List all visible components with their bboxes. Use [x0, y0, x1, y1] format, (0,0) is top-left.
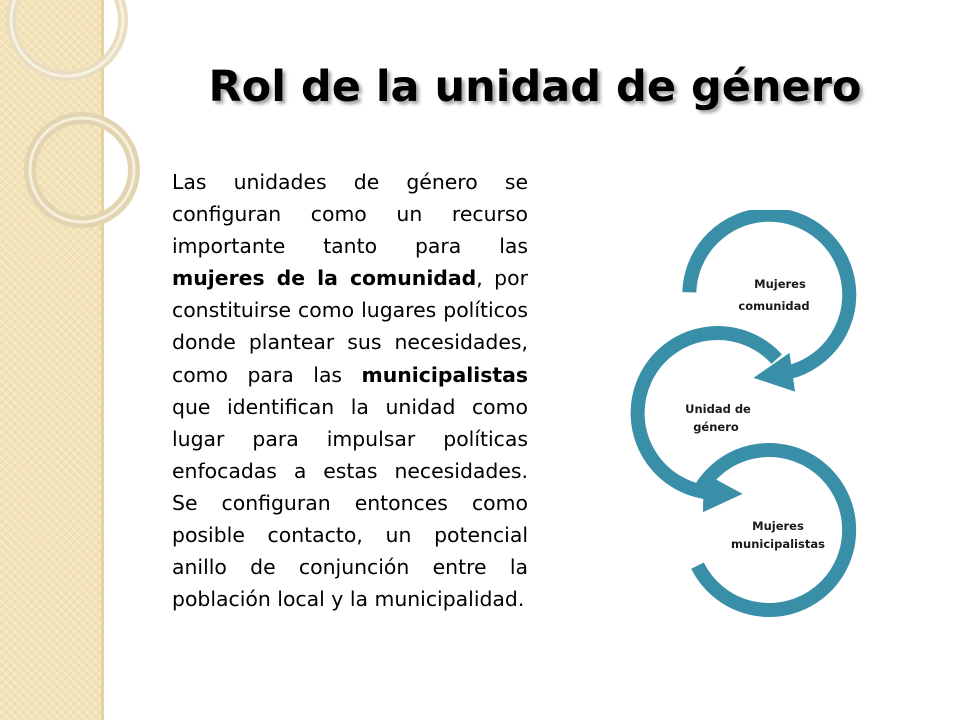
cycle-diagram: [620, 210, 880, 620]
body-bold-mujeres-comunidad: mujeres de la comunidad: [172, 266, 477, 291]
body-bold-municipalistas: municipalistas: [361, 362, 528, 387]
body-text-part: Las unidades de género se configuran como un recurso importante tanto para las: [172, 170, 528, 259]
body-text-part: que identifican la unidad como lugar para impulsar políticas enfocadas a estas necesidades. Se configuran entonces como posible contacto, un potencial anillo de conjunción entre la población local y la municipalidad.: [172, 394, 528, 612]
slide-title: Rol de la unidad de género: [208, 62, 862, 112]
ring-mujeres-municipalistas: [698, 450, 850, 610]
body-paragraph: [172, 166, 528, 615]
node-label-municipalistas: municipalistas: [731, 537, 825, 551]
node-label-mujeres: Mujeres: [754, 277, 806, 291]
body-text-part: , por constituirse como lugares políticos donde plantear sus necesidades, como para las: [172, 266, 528, 387]
decorative-circles: [0, 0, 180, 260]
node-label-comunidad: comunidad: [738, 299, 810, 313]
node-label-mujeres: Mujeres: [752, 519, 804, 533]
node-label-unidad-de: Unidad de: [685, 402, 751, 416]
node-label-genero: género: [693, 420, 739, 434]
